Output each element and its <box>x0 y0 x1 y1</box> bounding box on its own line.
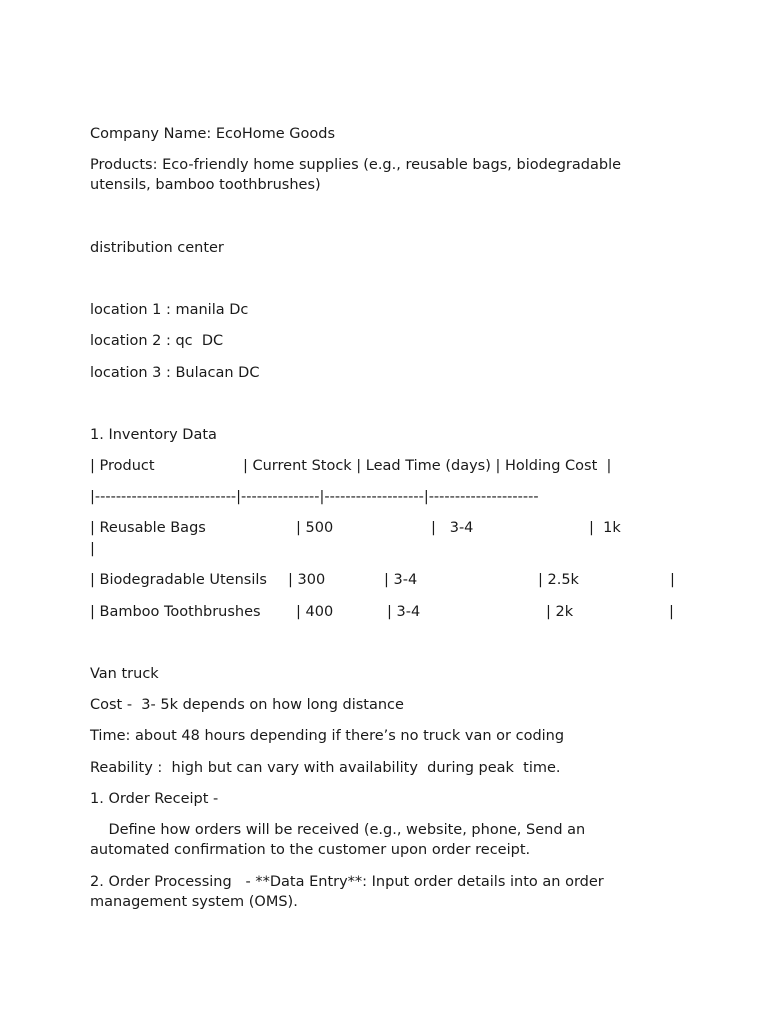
products-line: Products: Eco-friendly home supplies (e.g., reusable bags, biodegradable utensils, bamboo toothbrushes) <box>90 157 622 193</box>
transport-reliability: Reability : high but can vary with availability during peak time. <box>90 760 561 776</box>
order-receipt-body: Define how orders will be received (e.g., website, phone, Send an automated confirmation to the customer upon order receipt. <box>90 822 590 858</box>
cell-row-end: | <box>669 604 674 620</box>
cell-lead-time: | 3-4 <box>431 520 474 536</box>
cell-product: | Bamboo Toothbrushes <box>90 604 261 620</box>
cell-product: | Biodegradable Utensils <box>90 572 267 588</box>
transport-cost: Cost - 3- 5k depends on how long distance <box>90 697 404 713</box>
cell-stock: | 500 <box>296 520 334 536</box>
table-header-rest: | Current Stock | Lead Time (days) | Holding Cost | <box>243 458 612 474</box>
cell-lead-time: | 3-4 <box>384 572 418 588</box>
cell-row-end: | <box>670 572 675 588</box>
cell-row-end: | <box>90 541 95 557</box>
cell-stock: | 400 <box>296 604 334 620</box>
cell-lead-time: | 3-4 <box>387 604 421 620</box>
order-processing-line: 2. Order Processing - **Data Entry**: Input order details into an order management system (OMS). <box>90 874 609 910</box>
distribution-heading: distribution center <box>90 240 224 256</box>
cell-product: | Reusable Bags <box>90 520 206 536</box>
location-item: location 2 : qc DC <box>90 333 224 349</box>
cell-holding-cost: | 2k <box>546 604 574 620</box>
cell-holding-cost: | 2.5k <box>538 572 579 588</box>
transport-heading: Van truck <box>90 666 159 682</box>
transport-time: Time: about 48 hours depending if there’s no truck van or coding <box>90 728 565 744</box>
table-header-product: | Product <box>90 458 155 474</box>
table-divider: |---------------------------|---------------|-------------------|--------------------- <box>90 489 539 505</box>
cell-holding-cost: | 1k <box>589 520 621 536</box>
inventory-heading: 1. Inventory Data <box>90 427 217 443</box>
location-item: location 3 : Bulacan DC <box>90 365 260 381</box>
cell-stock: | 300 <box>288 572 326 588</box>
company-name-line: Company Name: EcoHome Goods <box>90 126 336 142</box>
order-receipt-title: 1. Order Receipt - <box>90 791 219 807</box>
location-item: location 1 : manila Dc <box>90 302 249 318</box>
